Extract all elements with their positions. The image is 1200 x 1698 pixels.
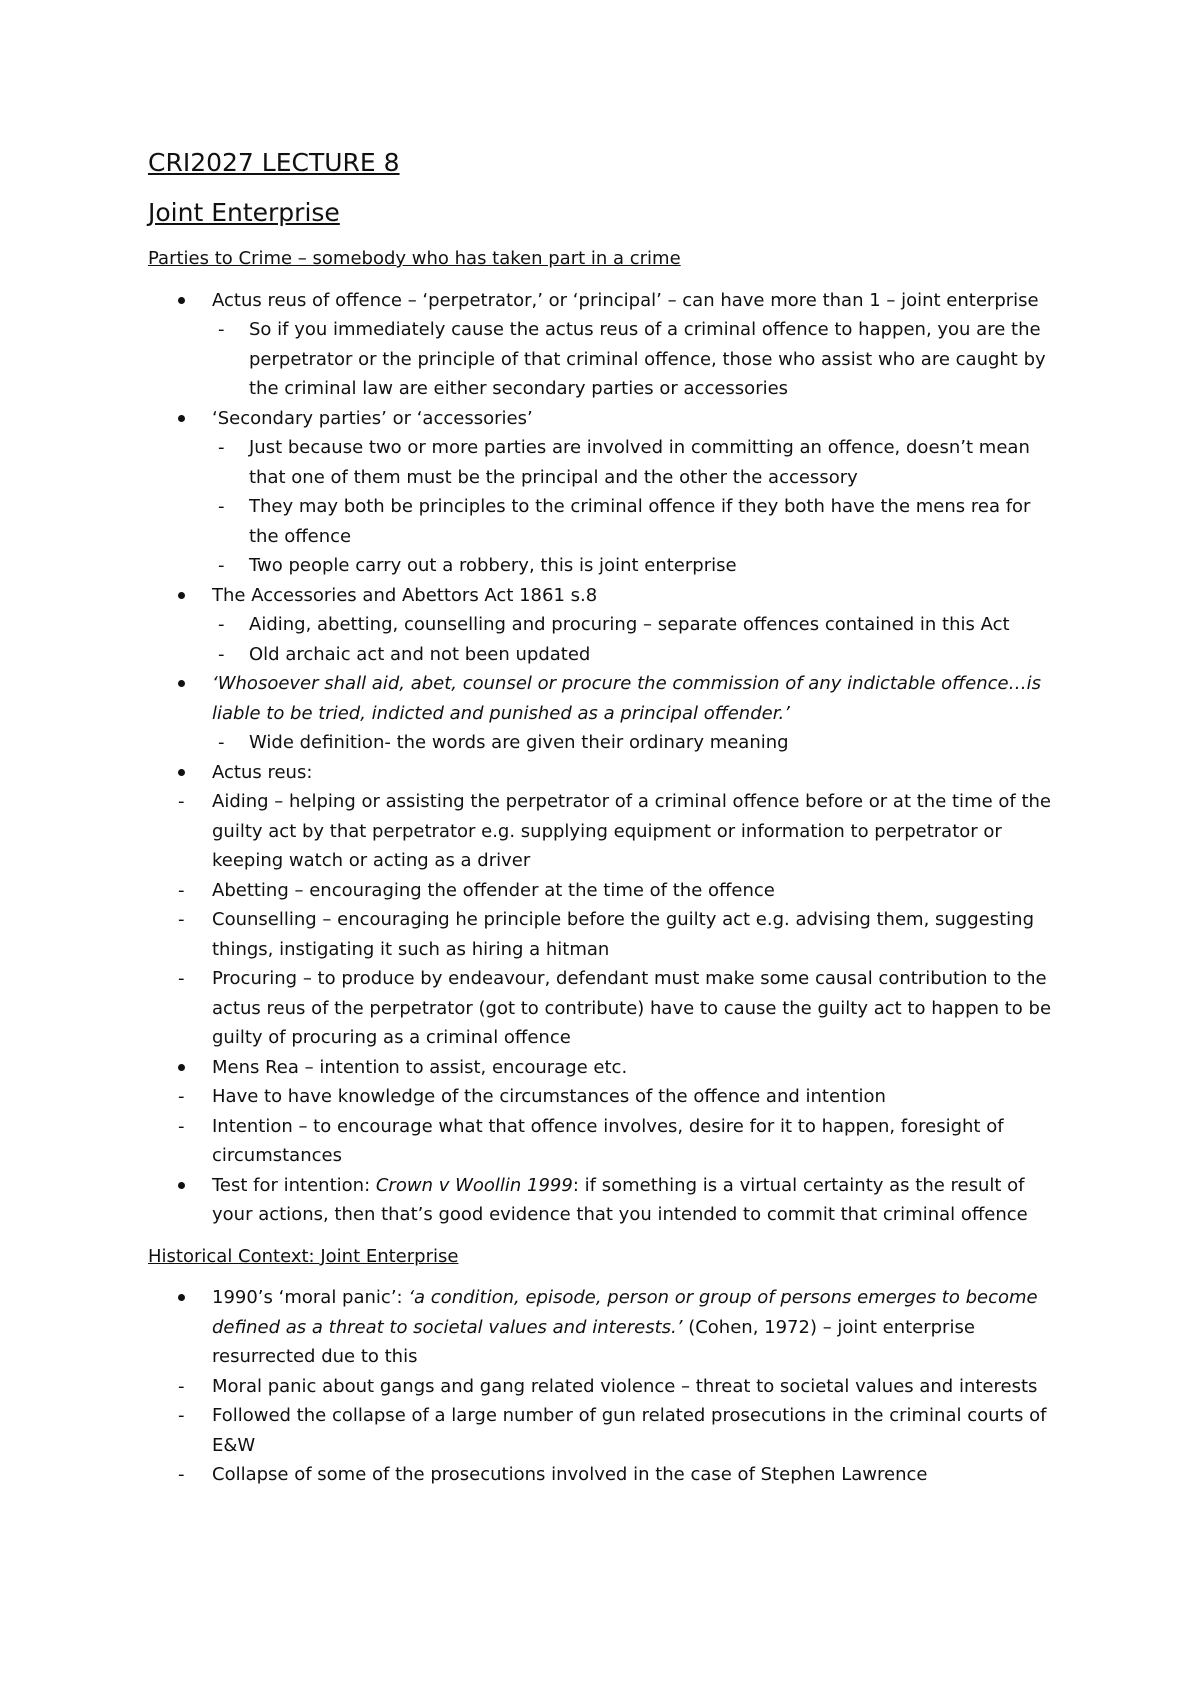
bullet-line: [148, 1053, 1108, 1083]
dash-marker: -: [178, 1086, 185, 1107]
section-lines: [148, 1283, 1108, 1490]
line-text: guilty act by that perpetrator e.g. supplying equipment or information to perpetrator or: [212, 820, 1002, 842]
line-text: Wide definition- the words are given their ordinary meaning: [249, 732, 789, 753]
dash-line: [148, 315, 1108, 345]
line-text: Collapse of some of the prosecutions involved in the case of Stephen Lawrence: [212, 1464, 928, 1485]
bullet-line: [148, 1342, 1108, 1372]
line-text: Procuring – to produce by endeavour, defendant must make some causal contribution to the: [212, 968, 1047, 989]
italic-text: ‘Whosoever shall aid, abet, counsel or procure the commission of any indictable offence…is: [212, 673, 1042, 694]
dash-line: [148, 492, 1108, 522]
bullet-line: [148, 404, 1108, 434]
dash-line: [148, 610, 1108, 640]
dash-marker: -: [178, 791, 185, 812]
dash-marker: -: [178, 1464, 185, 1485]
dash-line: [148, 994, 1108, 1024]
dash-marker: -: [178, 909, 185, 930]
line-text: Have to have knowledge of the circumstances of the offence and intention: [212, 1086, 886, 1107]
line-text: actus reus of the perpetrator (got to contribute) have to cause the guilty act to happen to be: [212, 997, 1052, 1019]
bullet-line: [148, 1200, 1108, 1230]
dash-line: [148, 1023, 1108, 1053]
dash-line: [148, 1112, 1108, 1142]
dash-line: [148, 846, 1108, 876]
dash-line: [148, 522, 1108, 552]
bullet-marker: [178, 769, 185, 776]
bullet-marker: [178, 1294, 185, 1301]
section-lines: [148, 286, 1108, 1230]
dash-line: [148, 905, 1108, 935]
dash-marker: -: [178, 968, 185, 989]
line-text: keeping watch or acting as a driver: [212, 850, 531, 871]
sections: [148, 244, 1108, 1490]
dash-marker: -: [218, 614, 225, 635]
dash-line: [148, 1431, 1108, 1461]
line-text: the criminal law are either secondary parties or accessories: [249, 378, 789, 399]
line-text: Mens Rea – intention to assist, encourage etc.: [212, 1056, 628, 1078]
line-text: Old archaic act and not been updated: [249, 643, 591, 665]
line-text: guilty of procuring as a criminal offence: [212, 1027, 571, 1048]
dash-line: [148, 463, 1108, 493]
line-text: circumstances: [212, 1145, 342, 1166]
dash-line: [148, 1401, 1108, 1431]
bullet-marker: [178, 297, 185, 304]
dash-line: [148, 640, 1108, 670]
dash-line: [148, 345, 1108, 375]
dash-line: [148, 1372, 1108, 1402]
document-title: CRI2027 LECTURE 8: [148, 148, 400, 177]
line-text: your actions, then that’s good evidence that you intended to commit that criminal offence: [212, 1204, 1028, 1225]
dash-marker: -: [218, 732, 225, 753]
dash-marker: -: [178, 1375, 185, 1397]
line-text: Test for intention:: [212, 1174, 376, 1196]
bullet-line: [148, 1171, 1108, 1201]
document-content: [148, 146, 1108, 1502]
line-text: the offence: [249, 525, 352, 547]
dash-marker: -: [218, 643, 225, 665]
line-text: that one of them must be the principal and the other the accessory: [249, 466, 858, 488]
bullet-line: [148, 1283, 1108, 1313]
bullet-line: [148, 758, 1108, 788]
bullet-marker: [178, 415, 185, 422]
line-text: Just because two or more parties are involved in committing an offence, doesn’t mean: [249, 437, 1030, 458]
bullet-marker: [178, 1182, 185, 1189]
line-text: Intention – to encourage what that offence involves, desire for it to happen, foresight of: [212, 1115, 1004, 1137]
dash-line: [148, 1141, 1108, 1171]
line-text: : if something is a virtual certainty as the result of: [572, 1174, 1025, 1196]
dash-marker: -: [218, 496, 225, 517]
dash-marker: -: [178, 879, 185, 901]
dash-line: [148, 1082, 1108, 1112]
line-text: Followed the collapse of a large number of gun related prosecutions in the criminal courts of: [212, 1405, 1047, 1426]
dash-line: [148, 964, 1108, 994]
bullet-marker: [178, 680, 185, 687]
dash-line: [148, 374, 1108, 404]
line-text: ‘Secondary parties’ or ‘accessories’: [212, 407, 533, 429]
dash-marker: -: [218, 437, 225, 458]
line-text: So if you immediately cause the actus reus of a criminal offence to happen, you are the: [249, 319, 1041, 340]
line-text: perpetrator or the principle of that criminal offence, those who assist who are caught by: [249, 348, 1046, 370]
line-text: resurrected due to this: [212, 1346, 418, 1367]
section-heading: Historical Context: Joint Enterprise: [148, 1245, 459, 1267]
italic-text: liable to be tried, indicted and punished as a principal offender.’: [212, 702, 790, 724]
dash-line: [148, 433, 1108, 463]
bullet-line: [148, 286, 1108, 316]
line-text: things, instigating it such as hiring a hitman: [212, 938, 610, 960]
bullet-line: [148, 669, 1108, 699]
dash-marker: -: [178, 1115, 185, 1137]
dash-line: [148, 551, 1108, 581]
line-text: They may both be principles to the criminal offence if they both have the mens rea for: [249, 496, 1031, 517]
dash-line: [148, 876, 1108, 906]
italic-text: defined as a threat to societal values and interests.’: [212, 1316, 683, 1338]
bullet-line: [148, 1313, 1108, 1343]
line-text: The Accessories and Abettors Act 1861 s.8: [212, 584, 598, 606]
line-text: E&W: [212, 1434, 256, 1456]
dash-line: [148, 787, 1108, 817]
line-text: Actus reus of offence – ‘perpetrator,’ or ‘principal’ – can have more than 1 – joint enterprise: [212, 289, 1039, 311]
dash-line: [148, 728, 1108, 758]
bullet-marker: [178, 592, 185, 599]
line-text: Aiding – helping or assisting the perpetrator of a criminal offence before or at the time of the: [212, 791, 1052, 812]
dash-marker: -: [218, 555, 225, 576]
dash-line: [148, 935, 1108, 965]
dash-marker: -: [218, 319, 225, 340]
line-text: 1990’s ‘moral panic’:: [212, 1287, 409, 1308]
line-text: Moral panic about gangs and gang related violence – threat to societal values and interests: [212, 1375, 1038, 1397]
bullet-marker: [178, 1064, 185, 1071]
bullet-line: [148, 699, 1108, 729]
bullet-line: [148, 581, 1108, 611]
dash-line: [148, 1460, 1108, 1490]
section-title: Joint Enterprise: [148, 198, 340, 227]
section-heading: Parties to Crime – somebody who has taken part in a crime: [148, 248, 681, 269]
line-text: Two people carry out a robbery, this is joint enterprise: [249, 555, 737, 576]
dash-marker: -: [178, 1405, 185, 1426]
line-text: Abetting – encouraging the offender at the time of the offence: [212, 879, 775, 901]
line-text: Counselling – encouraging he principle before the guilty act e.g. advising them, suggesting: [212, 909, 1034, 930]
dash-line: [148, 817, 1108, 847]
italic-text: Crown v Woollin 1999: [375, 1174, 573, 1196]
italic-text: ‘a condition, episode, person or group of persons emerges to become: [408, 1287, 1038, 1308]
line-text: Aiding, abetting, counselling and procuring – separate offences contained in this Act: [249, 614, 1010, 635]
line-text: (Cohen, 1972) – joint enterprise: [682, 1316, 975, 1338]
line-text: Actus reus:: [212, 761, 313, 783]
